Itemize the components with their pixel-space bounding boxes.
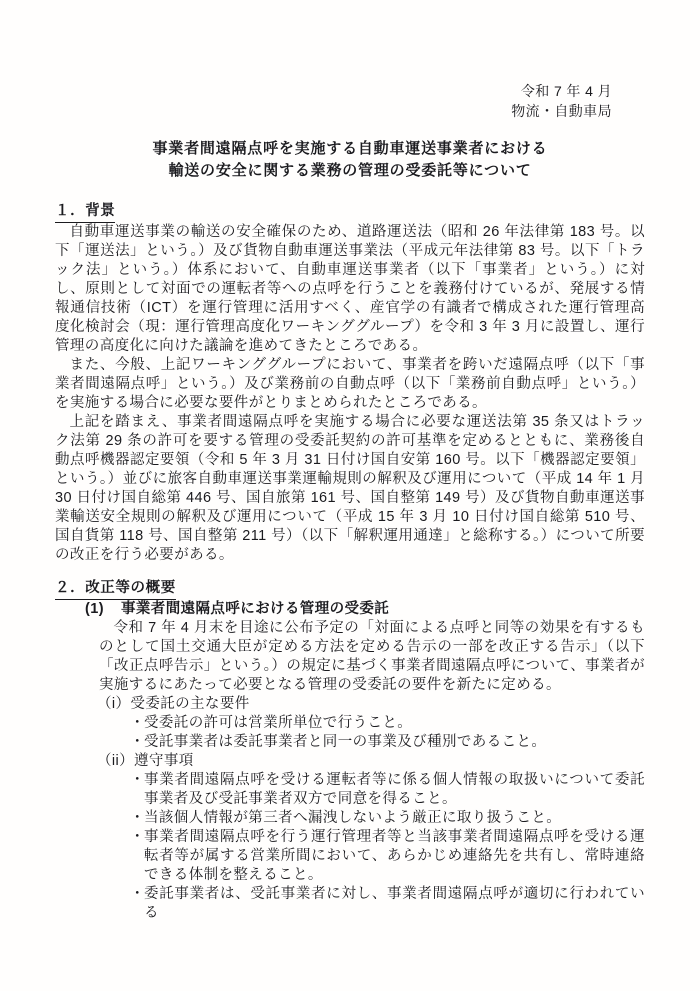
- subsection-1-heading-text: 事業者間遠隔点呼における管理の受委託: [121, 601, 390, 617]
- subsection-1-number: (1): [85, 601, 104, 617]
- list-item: [130, 714, 645, 733]
- list-item-text: 受委託の許可は営業所単位で行うこと。: [144, 715, 413, 731]
- section-background-heading-text: １．背景: [55, 202, 115, 223]
- subsection-1: [85, 600, 645, 923]
- list-item: [130, 771, 645, 809]
- bullet-marker: ・: [130, 829, 145, 845]
- section-background-heading: [55, 202, 645, 223]
- section-overview-heading-text: ２．改正等の概要: [55, 579, 176, 600]
- list-item: [130, 733, 645, 752]
- subsection-1-body: [99, 619, 645, 923]
- document-title: [55, 138, 645, 181]
- bullet-marker: ・: [130, 715, 145, 731]
- subsection-1-paragraph: 令和 7 年 4 月末を目途に公布予定の「対面による点呼と同等の効果を有するものとして国土交通大臣が定める方法を定める告示の一部を改正する告示」（以下「改正点呼告示」という。）の規定に基づく事業者間遠隔点呼について、事業者が実施するにあたって必要となる管理の受委託の要件を新たに定める。: [99, 620, 645, 693]
- list-item: [130, 828, 645, 885]
- compliance-bullet-list: [130, 771, 645, 923]
- subsection-1-heading: [85, 600, 645, 619]
- bullet-marker: ・: [130, 886, 145, 902]
- section-background: [55, 202, 645, 565]
- list-item-text: 事業者間遠隔点呼を受ける運転者等に係る個人情報の取扱いについて委託事業者及び受託事業者双方で同意を得ること。: [144, 772, 645, 807]
- bullet-marker: ・: [130, 734, 145, 750]
- section-overview-heading: [55, 579, 645, 600]
- bullet-marker: ・: [130, 772, 145, 788]
- list-item-text: 委託事業者は、受託事業者に対し、事業者間遠隔点呼が適切に行われている: [144, 886, 645, 921]
- requirements-bullet-list: [130, 714, 645, 752]
- background-paragraph-1: 自動車運送事業の輸送の安全確保のため、道路運送法（昭和 26 年法律第 183 号。以下「運送法」という。）及び貨物自動車運送事業法（平成元年法律第 83 号。以下「トラック法」という。）体系において、自動車運送事業者（以下「事業者」という。）に対し、原則として対面での運転者等への点呼を行うことを義務付けているが、発展する情報通信技術（ICT）を運行管理に活用すべく、産官学の有識者で構成された運行管理高度化検討会（現：運行管理高度化ワーキンググループ）を令和 3 年 3 月に設置し、運行管理の高度化に向けた議論を進めてきたところである。: [55, 224, 645, 354]
- background-paragraph-3: 上記を踏まえ、事業者間遠隔点呼を実施する場合に必要な運送法第 35 条又はトラック法第 29 条の許可を要する管理の受委託契約の許可基準を定めるとともに、業務後自動点呼機器認定要領（令和 5 年 3 月 31 日付け国自安第 160 号。以下「機器認定要領」という。）並びに旅客自動車運送事業運輸規則の解釈及び運用について（平成 14 年 1 月 30 日付け国自総第 446 号、国自旅第 161 号、国自整第 149 号）及び貨物自動車運送事業輸送安全規則の解釈及び運用について（平成 15 年 3 月 10 日付け国自総第 510 号、国自貨第 118 号、国自整第 211 号）（以下「解釈運用通達」と総称する。）について所要の改正を行う必要がある。: [55, 414, 645, 563]
- list-item: [130, 885, 645, 923]
- section-overview: [55, 579, 645, 923]
- list-item-text: 受託事業者は委託事業者と同一の事業及び種別であること。: [144, 734, 547, 750]
- background-paragraph-2: また、今般、上記ワーキンググループにおいて、事業者を跨いだ遠隔点呼（以下「事業者間遠隔点呼」という。）及び業務前の自動点呼（以下「業務前自動点呼」という。）を実施する場合に必要な要件がとりまとめられたところである。: [55, 357, 645, 411]
- bullet-marker: ・: [130, 810, 145, 826]
- list-item-text: 事業者間遠隔点呼を行う運行管理者等と当該事業者間遠隔点呼を受ける運転者等が属する営業所間において、あらかじめ連絡先を共有し、常時連絡できる体制を整えること。: [144, 829, 645, 883]
- header-date: 令和 7 年 4 月: [520, 83, 612, 99]
- header-bureau: 物流・自動車局: [511, 102, 612, 119]
- document-header: [55, 82, 645, 121]
- list-item: [130, 809, 645, 828]
- document-title-line-1: 事業者間遠隔点呼を実施する自動車運送事業者における: [152, 140, 548, 157]
- compliance-label: （ii）遵守事項: [97, 753, 194, 769]
- document-title-line-2: 輸送の安全に関する業務の管理の受委託等について: [168, 161, 532, 179]
- requirements-label: （i）受委託の主な要件: [97, 696, 250, 712]
- list-item-text: 当該個人情報が第三者へ漏洩しないよう厳正に取り扱うこと。: [144, 810, 562, 826]
